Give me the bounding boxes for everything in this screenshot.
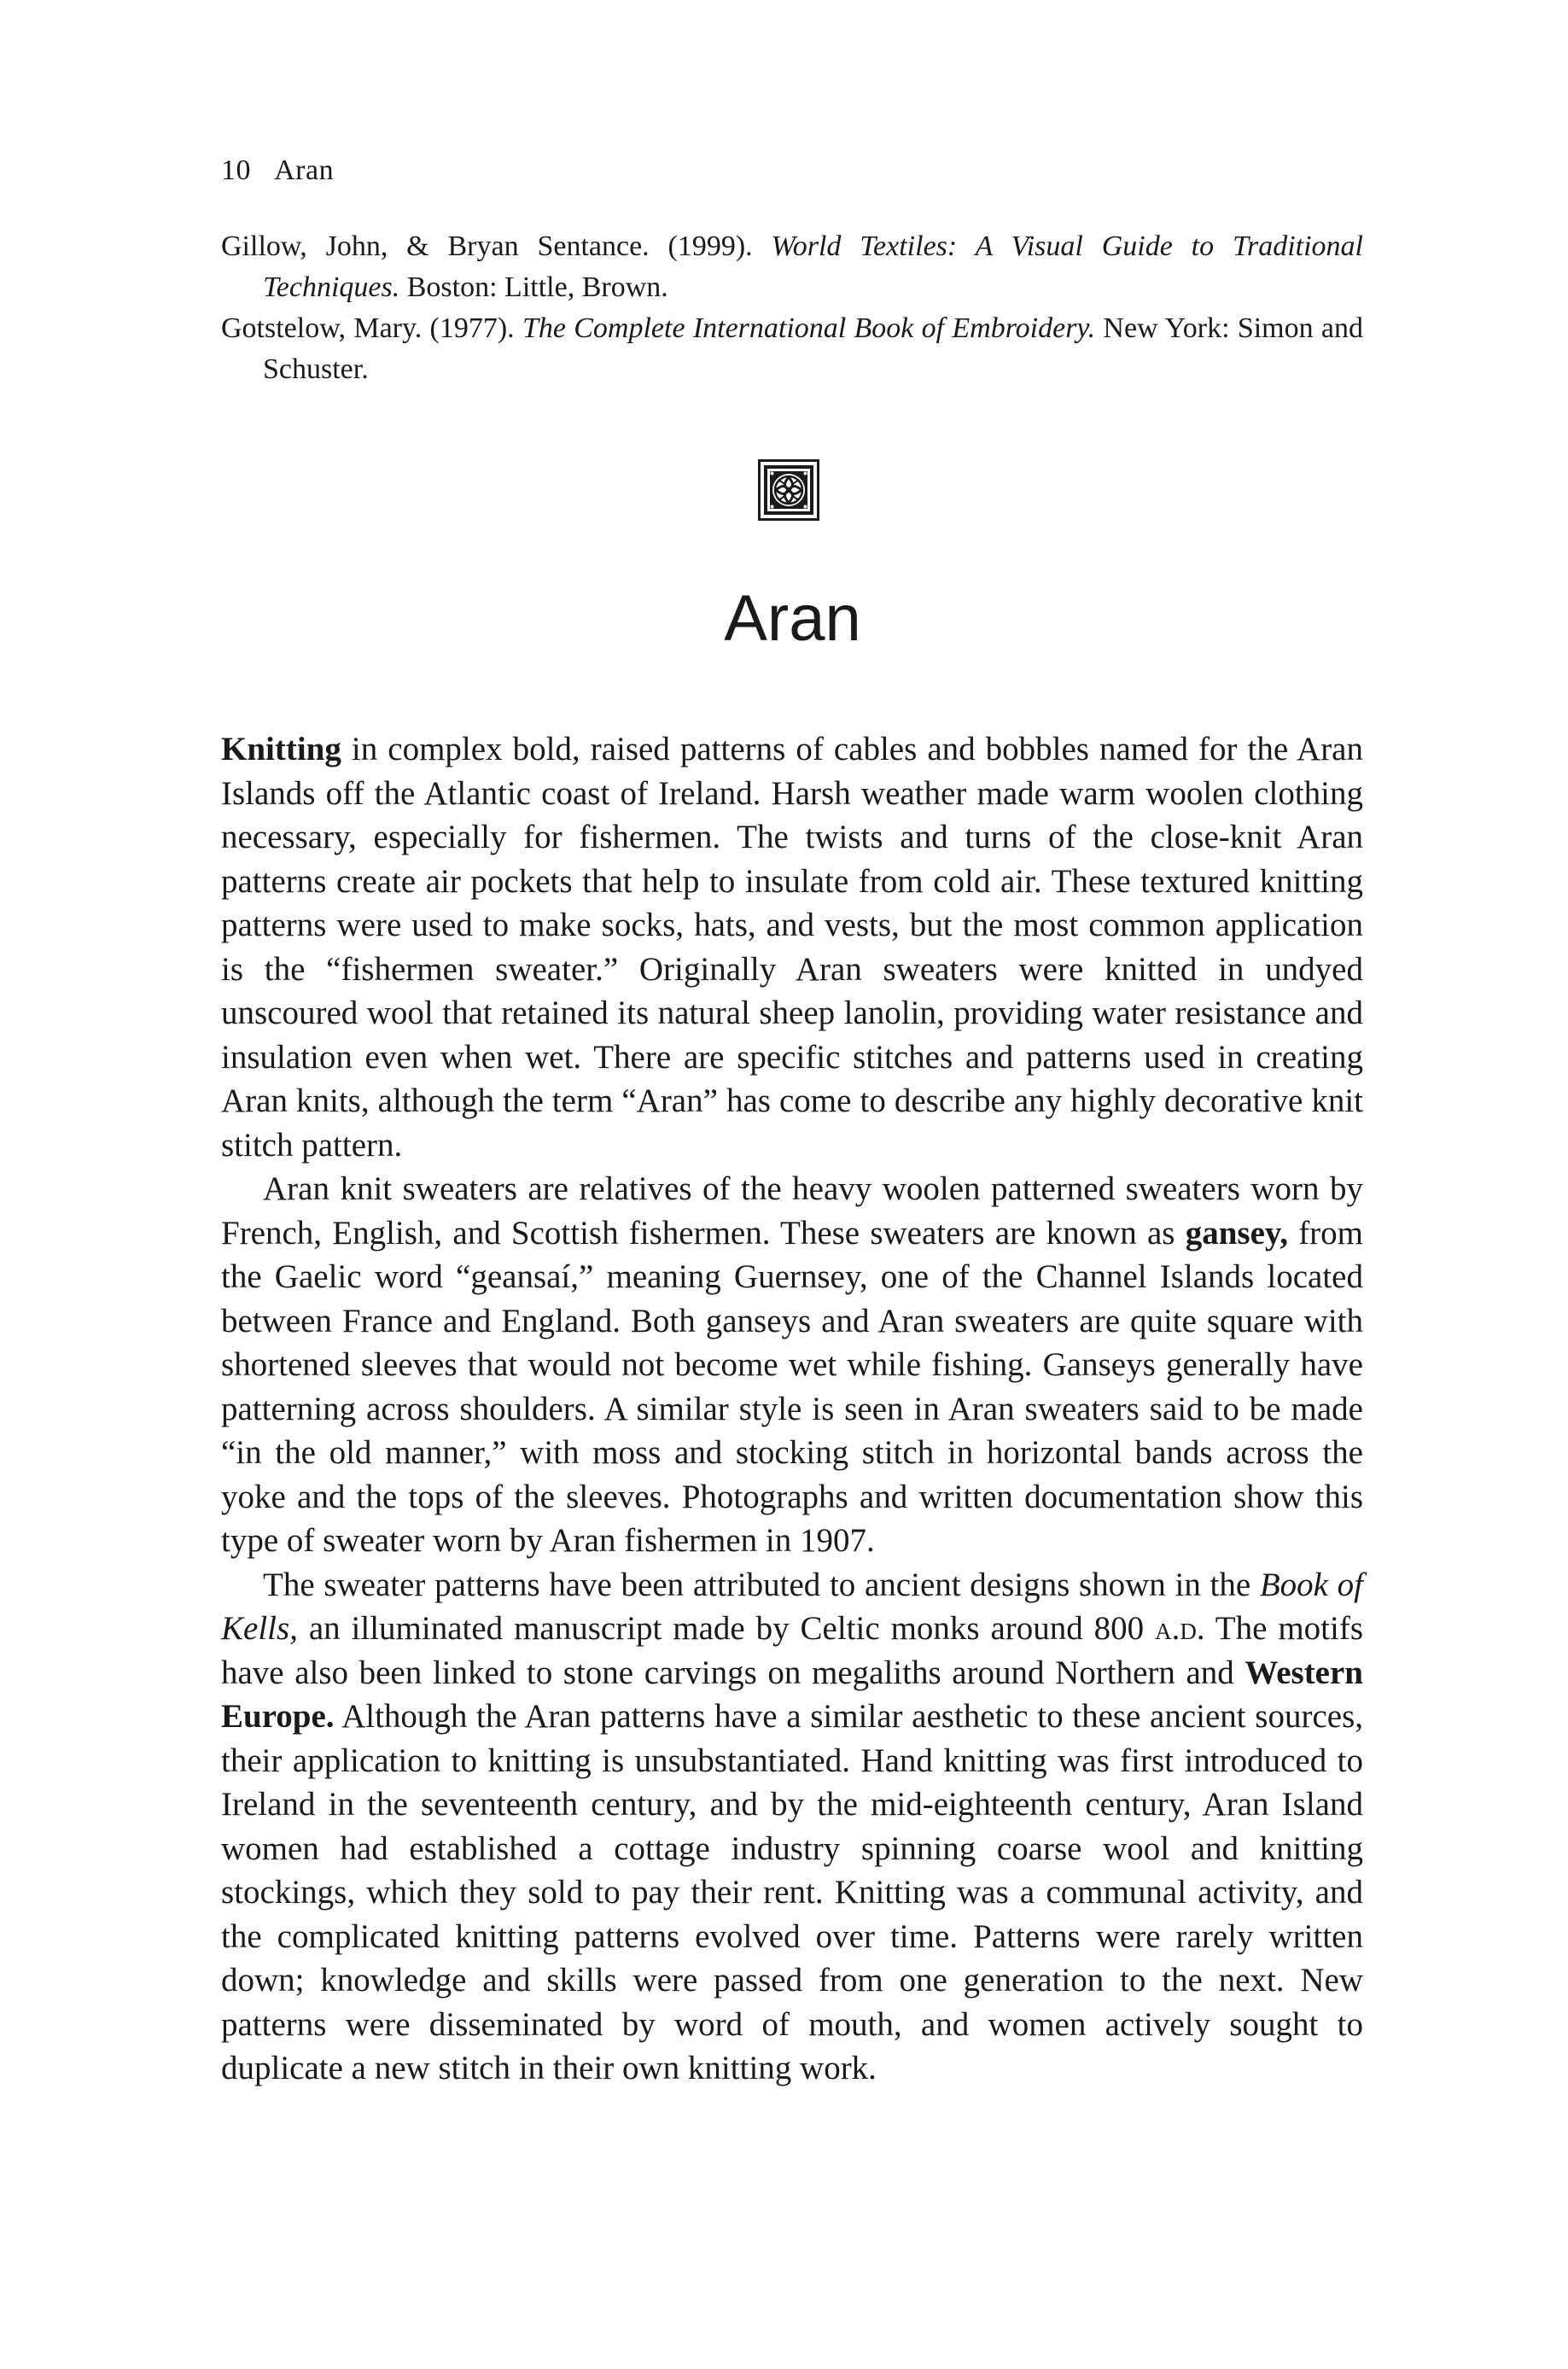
paragraph-text: in complex bold, raised patterns of cables and bobbles named for the Aran Islands off the Atlantic coast of Ireland. Harsh weather made warm woolen clothing necessary, especially for fishermen. The twists and turns of the close-knit Aran patterns create air pockets that help to insulate from cold air. These textured knitting patterns were used to make socks, hats, and vests, but the most common application is the “fishermen sweater.” Originally Aran sweaters were knitted in undyed unscoured wool that retained its natural sheep lanolin, providing water resistance and insulation even when wet. There are specific stitches and patterns used in creating Aran knits, although the term “Aran” has come to describe any highly decorative knit stitch pattern. bbox=[221, 731, 1363, 1164]
reference-title: The Complete International Book of Embroidery. bbox=[522, 312, 1096, 344]
reference-publisher: Boston: Little, Brown. bbox=[399, 271, 668, 303]
reference-author: Gillow, John, & Bryan Sentance. (1999). bbox=[221, 230, 772, 262]
era-abbreviation: a.d. bbox=[1155, 1610, 1205, 1647]
running-header bbox=[221, 154, 334, 188]
paragraph-text: from the Gaelic word “geansaí,” meaning Guernsey, one of the Channel Islands located between France and England. Both ganseys and Aran sweaters are quite square with shortened sleeves that would not become wet while fishing. Ganseys generally have patterning across shoulders. A similar style is seen in Aran sweaters said to be made “in the old manner,” with moss and stocking stitch in horizontal bands across the yoke and the tops of the sleeves. Photographs and written documentation show this type of sweater worn by Aran fishermen in 1907. bbox=[221, 1214, 1364, 1559]
entry-body bbox=[221, 727, 1363, 2091]
reference-item bbox=[221, 226, 1363, 308]
paragraph-text: Aran knit sweaters are relatives of the heavy woolen patterned sweaters worn by French, English, and Scottish fishermen. These sweaters are known as bbox=[221, 1170, 1363, 1252]
paragraph-text: The motifs have also been linked to stone carvings on megaliths around Northern and bbox=[221, 1610, 1363, 1691]
celtic-knot-ornament-icon bbox=[758, 459, 819, 521]
reference-publisher: New York: Simon and Schuster. bbox=[263, 312, 1363, 385]
reference-title: World Textiles: A Visual Guide to Traditional Techniques. bbox=[263, 230, 1364, 303]
paragraph-text: The sweater patterns have been attributed to ancient designs shown in the bbox=[263, 1566, 1260, 1603]
cross-reference-term: Western Europe. bbox=[221, 1654, 1363, 1735]
paragraph-text: an illuminated manuscript made by Celtic monks around 800 bbox=[297, 1610, 1156, 1647]
body-paragraph bbox=[221, 727, 1363, 1167]
cross-reference-term: gansey, bbox=[1185, 1214, 1288, 1252]
paragraph-text: Although the Aran patterns have a similar aesthetic to these ancient sources, their application to knitting is unsubstantiated. Hand knitting was first introduced to Ireland in the seventeenth century, and by the mid-eighteenth century, Aran Island women had established a cottage industry spinning coarse wool and knitting stockings, which they sold to pay their rent. Knitting was a communal activity, and the complicated knitting patterns evolved over time. Patterns were rarely written down; knowledge and skills were passed from one generation to the next. New patterns were disseminated by word of mouth, and women actively sought to duplicate a new stitch in their own knitting work. bbox=[221, 1698, 1363, 2086]
cross-reference-term: Knitting bbox=[221, 731, 341, 767]
reference-author: Gotstelow, Mary. (1977). bbox=[221, 312, 522, 344]
reference-item bbox=[221, 308, 1363, 390]
body-paragraph bbox=[221, 1167, 1363, 1563]
entry-title: Aran bbox=[724, 582, 861, 655]
running-title: Aran bbox=[274, 155, 335, 186]
body-paragraph bbox=[221, 1563, 1363, 2091]
reference-list bbox=[221, 226, 1363, 390]
italic-title: Book of Kells, bbox=[221, 1566, 1363, 1647]
page-number: 10 bbox=[221, 155, 251, 186]
